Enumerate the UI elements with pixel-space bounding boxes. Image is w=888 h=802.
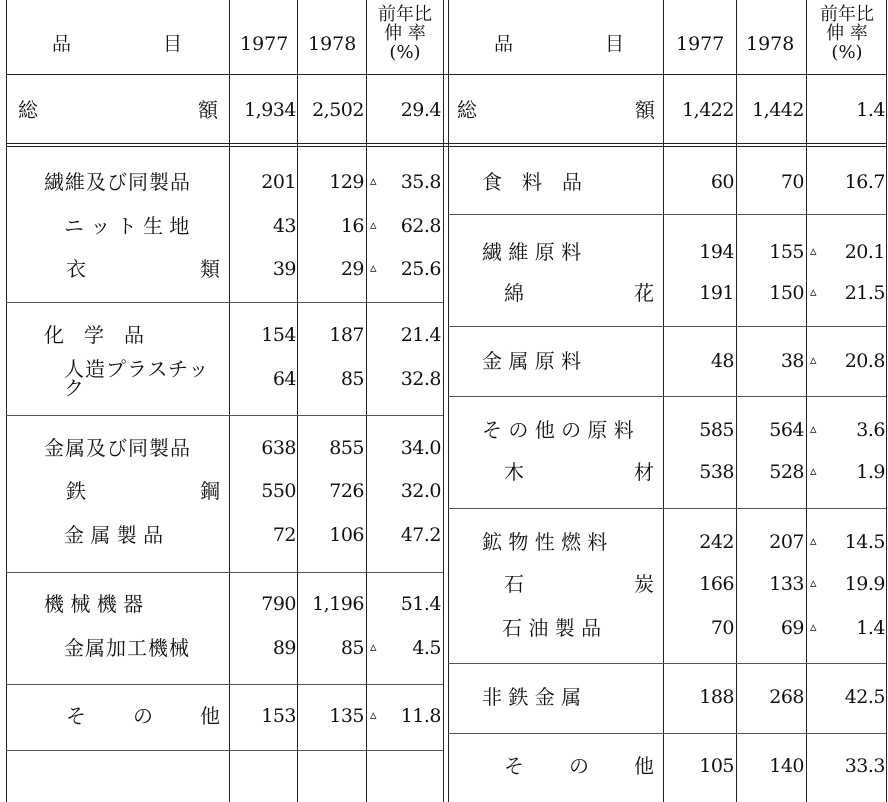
left-row-ratio-value: 32.8	[400, 368, 441, 390]
right-row-ratio-value: 20.1	[844, 241, 885, 263]
right-total-label	[457, 98, 655, 122]
right-row-label-char: 石	[504, 572, 524, 596]
right-row-ratio-value: 20.8	[844, 350, 885, 372]
right-row-label	[482, 349, 581, 373]
right-row-label-text: 非 鉄 金 属	[482, 685, 582, 709]
right-row-ratio-value: 42.5	[844, 686, 885, 708]
right-row-v1978: 207	[769, 531, 804, 553]
left-row-ratio	[370, 170, 441, 194]
left-row-ratio	[370, 257, 441, 281]
right-row-v1978: 69	[780, 617, 804, 639]
left-header-1978: 1978	[308, 33, 357, 55]
left-sep-3	[6, 572, 443, 573]
left-row-label-text: 金 属 製 品	[64, 523, 164, 547]
left-row-ratio	[370, 367, 441, 391]
right-row-label	[504, 754, 654, 778]
right-row-v1977: 538	[699, 461, 734, 483]
ratio-line-1: 前年比	[820, 4, 874, 25]
left-row-v1977: 39	[272, 258, 296, 280]
right-row-label-char: 花	[634, 281, 654, 305]
right-row-label-text: 金 属 原 料	[482, 349, 582, 373]
right-sep-2	[448, 326, 886, 327]
right-total-ratio: 1.4	[856, 99, 885, 121]
total-label-char-2: 額	[635, 98, 655, 122]
col-divider-left-3	[366, 0, 367, 802]
left-sep-4	[6, 684, 443, 685]
left-sep-1	[6, 302, 443, 303]
left-row-v1977: 89	[272, 637, 296, 659]
header-item-char-2: 目	[604, 33, 624, 55]
header-item-char-2: 目	[162, 33, 182, 55]
right-row-ratio	[810, 685, 885, 709]
right-row-label	[482, 418, 634, 442]
right-row-ratio-value: 14.5	[844, 531, 885, 553]
left-header-ratio	[369, 5, 441, 62]
right-row-v1977: 60	[710, 171, 734, 193]
left-row-v1977: 201	[261, 171, 296, 193]
right-row-v1978: 70	[780, 171, 804, 193]
right-row-label-char: の	[569, 754, 589, 778]
left-row-ratio-value: 62.8	[400, 215, 441, 237]
left-total-1978: 2,502	[312, 99, 364, 121]
right-row-label-char: 木	[504, 460, 524, 484]
left-row-label	[66, 479, 220, 503]
left-row-ratio-value: 21.4	[400, 324, 441, 346]
right-row-ratio-value: 21.5	[844, 282, 885, 304]
right-row-v1978: 155	[769, 241, 804, 263]
left-row-label	[66, 704, 220, 728]
left-row-v1977: 64	[272, 368, 296, 390]
left-row-label-text: 金属及び同製品	[44, 436, 191, 460]
left-row-label-char: 衣	[66, 257, 86, 281]
decrease-triangle-icon: ▵	[370, 708, 377, 723]
right-row-label	[482, 685, 581, 709]
left-row-ratio-value: 51.4	[400, 593, 441, 615]
left-row-v1978: 85	[340, 637, 364, 659]
decrease-triangle-icon: ▵	[370, 640, 377, 655]
left-row-v1978: 129	[329, 171, 364, 193]
right-row-label-char: 綿	[504, 281, 524, 305]
right-row-v1977: 242	[699, 531, 734, 553]
right-row-ratio-value: 3.6	[856, 419, 885, 441]
left-row-ratio-value: 47.2	[400, 524, 441, 546]
right-row-label	[504, 460, 654, 484]
right-header-1978: 1978	[746, 33, 795, 55]
right-row-ratio-value: 19.9	[844, 573, 885, 595]
right-sep-3	[448, 396, 886, 397]
left-row-label	[64, 357, 210, 400]
left-row-v1977: 153	[261, 705, 296, 727]
right-row-ratio	[810, 530, 885, 554]
left-row-label-text-2: ク	[64, 376, 85, 400]
total-label-char-2: 額	[198, 98, 218, 122]
left-row-v1977: 550	[261, 480, 296, 502]
right-row-label	[482, 530, 607, 554]
left-row-ratio	[370, 323, 441, 347]
decrease-triangle-icon: ▵	[810, 576, 817, 591]
right-row-ratio	[810, 349, 885, 373]
right-row-v1978: 150	[769, 282, 804, 304]
total-label-char-1: 総	[18, 98, 38, 122]
border-right	[886, 0, 887, 802]
right-sep-6	[448, 733, 886, 734]
left-row-label-char: 鋼	[200, 479, 220, 503]
right-row-label	[504, 281, 654, 305]
left-row-v1978: 29	[340, 258, 364, 280]
left-row-label	[64, 636, 190, 660]
left-row-label	[44, 170, 191, 194]
left-row-label-text: 化 学 品	[44, 323, 144, 347]
right-row-ratio	[810, 754, 885, 778]
ratio-line-3: (%)	[389, 42, 421, 63]
left-row-v1978: 187	[329, 324, 364, 346]
left-row-v1978: 106	[329, 524, 364, 546]
ratio-line-2: 伸 率	[384, 23, 426, 44]
right-row-label-char: そ	[504, 754, 524, 778]
left-row-label	[64, 214, 189, 238]
decrease-triangle-icon: ▵	[810, 620, 817, 635]
left-total-1977: 1,934	[244, 99, 296, 121]
left-row-ratio	[370, 436, 441, 460]
right-row-ratio	[810, 281, 885, 305]
col-divider-right-3	[806, 0, 807, 802]
right-row-label	[482, 240, 581, 264]
left-row-ratio	[370, 592, 441, 616]
left-row-ratio-value: 35.8	[400, 171, 441, 193]
left-row-label-text: 機 械 機 器	[44, 592, 144, 616]
left-row-ratio	[370, 636, 441, 660]
right-row-label-char: 材	[634, 460, 654, 484]
left-row-label-char: 類	[200, 257, 220, 281]
right-row-v1977: 191	[699, 282, 734, 304]
left-row-v1977: 43	[272, 215, 296, 237]
right-row-label-char: 炭	[634, 572, 654, 596]
right-row-label	[504, 572, 654, 596]
right-row-v1978: 133	[769, 573, 804, 595]
left-sep-5	[6, 750, 443, 751]
right-row-label	[502, 616, 601, 640]
right-row-v1977: 585	[699, 419, 734, 441]
left-row-label	[66, 257, 220, 281]
left-row-label-char: 鉄	[66, 479, 86, 503]
col-divider-middle	[443, 0, 444, 802]
right-total-1978: 1,442	[752, 99, 804, 121]
right-row-label-text: そ の 他 の 原 料	[482, 418, 634, 442]
left-row-label	[44, 592, 143, 616]
left-row-v1978: 726	[329, 480, 364, 502]
right-header-ratio	[808, 5, 886, 62]
right-row-label-text: 食 料 品	[482, 170, 582, 194]
left-row-ratio	[370, 523, 441, 547]
right-row-ratio	[810, 616, 885, 640]
col-divider-right-2	[736, 0, 737, 802]
right-row-label-text: 鉱 物 性 燃 料	[482, 530, 608, 554]
right-row-ratio-value: 33.3	[844, 755, 885, 777]
left-header-item	[52, 32, 182, 56]
right-row-label-text: 石 油 製 品	[502, 616, 602, 640]
decrease-triangle-icon: ▵	[370, 174, 377, 189]
col-divider-right-1	[663, 0, 664, 802]
col-divider-middle-2	[448, 0, 449, 802]
left-row-label-text: 人造プラスチッ	[64, 357, 210, 381]
right-row-ratio	[810, 460, 885, 484]
right-row-v1978: 564	[769, 419, 804, 441]
left-row-label-char: の	[133, 704, 153, 728]
left-sep-2	[6, 415, 443, 416]
right-row-v1977: 105	[699, 755, 734, 777]
right-row-ratio	[810, 572, 885, 596]
left-row-ratio-value: 34.0	[400, 437, 441, 459]
left-row-label-char: そ	[66, 704, 86, 728]
right-row-ratio-value: 16.7	[844, 171, 885, 193]
right-header-item	[494, 32, 624, 56]
right-header-1977: 1977	[676, 33, 725, 55]
right-row-label-text: 繊 維 原 料	[482, 240, 582, 264]
left-row-ratio-value: 11.8	[400, 705, 441, 727]
right-row-v1977: 70	[710, 617, 734, 639]
decrease-triangle-icon: ▵	[810, 353, 817, 368]
left-row-label-text: ニ ッ ト 生 地	[64, 214, 190, 238]
left-row-v1978: 16	[340, 215, 364, 237]
ratio-line-2: 伸 率	[826, 23, 868, 44]
right-row-label-char: 他	[634, 754, 654, 778]
left-row-v1977: 72	[272, 524, 296, 546]
right-row-v1978: 528	[769, 461, 804, 483]
left-header-1977: 1977	[240, 33, 289, 55]
right-row-ratio	[810, 418, 885, 442]
right-row-ratio-value: 1.4	[856, 617, 885, 639]
left-row-v1978: 855	[329, 437, 364, 459]
right-row-v1977: 48	[710, 350, 734, 372]
ratio-line-1: 前年比	[378, 4, 432, 25]
right-total-1977: 1,422	[682, 99, 734, 121]
right-row-v1977: 166	[699, 573, 734, 595]
header-item-char-1: 品	[494, 33, 514, 55]
right-row-v1977: 194	[699, 241, 734, 263]
left-row-ratio-value: 25.6	[400, 258, 441, 280]
decrease-triangle-icon: ▵	[810, 534, 817, 549]
left-row-v1977: 638	[261, 437, 296, 459]
right-sep-5	[448, 663, 886, 664]
total-bottom-line	[6, 143, 886, 147]
left-total-ratio: 29.4	[400, 99, 441, 121]
right-row-ratio	[810, 170, 885, 194]
right-row-label	[482, 170, 582, 194]
border-left	[6, 0, 7, 802]
decrease-triangle-icon: ▵	[370, 218, 377, 233]
decrease-triangle-icon: ▵	[810, 464, 817, 479]
ratio-line-3: (%)	[831, 42, 863, 63]
header-item-char-1: 品	[52, 33, 72, 55]
header-bottom-line	[6, 74, 886, 75]
left-row-ratio	[370, 704, 441, 728]
left-row-label	[64, 523, 163, 547]
left-row-v1977: 154	[261, 324, 296, 346]
total-label-char-1: 総	[457, 98, 477, 122]
left-row-ratio	[370, 214, 441, 238]
right-row-v1977: 188	[699, 686, 734, 708]
left-total-label	[18, 98, 218, 122]
left-row-label	[44, 436, 191, 460]
left-row-label	[44, 323, 144, 347]
right-sep-1	[448, 214, 886, 215]
left-row-ratio	[370, 479, 441, 503]
right-row-ratio	[810, 240, 885, 264]
right-sep-4	[448, 508, 886, 509]
left-row-v1978: 135	[329, 705, 364, 727]
right-row-v1978: 140	[769, 755, 804, 777]
col-divider-left-1	[229, 0, 230, 802]
decrease-triangle-icon: ▵	[370, 261, 377, 276]
left-row-label-text: 金属加工機械	[64, 636, 190, 660]
decrease-triangle-icon: ▵	[810, 244, 817, 259]
left-row-label-char: 他	[200, 704, 220, 728]
decrease-triangle-icon: ▵	[810, 422, 817, 437]
left-row-ratio-value: 4.5	[412, 637, 441, 659]
right-row-v1978: 268	[769, 686, 804, 708]
left-row-v1977: 790	[261, 593, 296, 615]
left-row-label-text: 繊維及び同製品	[44, 170, 191, 194]
left-row-v1978: 1,196	[312, 593, 364, 615]
col-divider-left-2	[297, 0, 298, 802]
decrease-triangle-icon: ▵	[810, 285, 817, 300]
right-row-v1978: 38	[780, 350, 804, 372]
right-row-ratio-value: 1.9	[856, 461, 885, 483]
left-row-v1978: 85	[340, 368, 364, 390]
left-row-ratio-value: 32.0	[400, 480, 441, 502]
